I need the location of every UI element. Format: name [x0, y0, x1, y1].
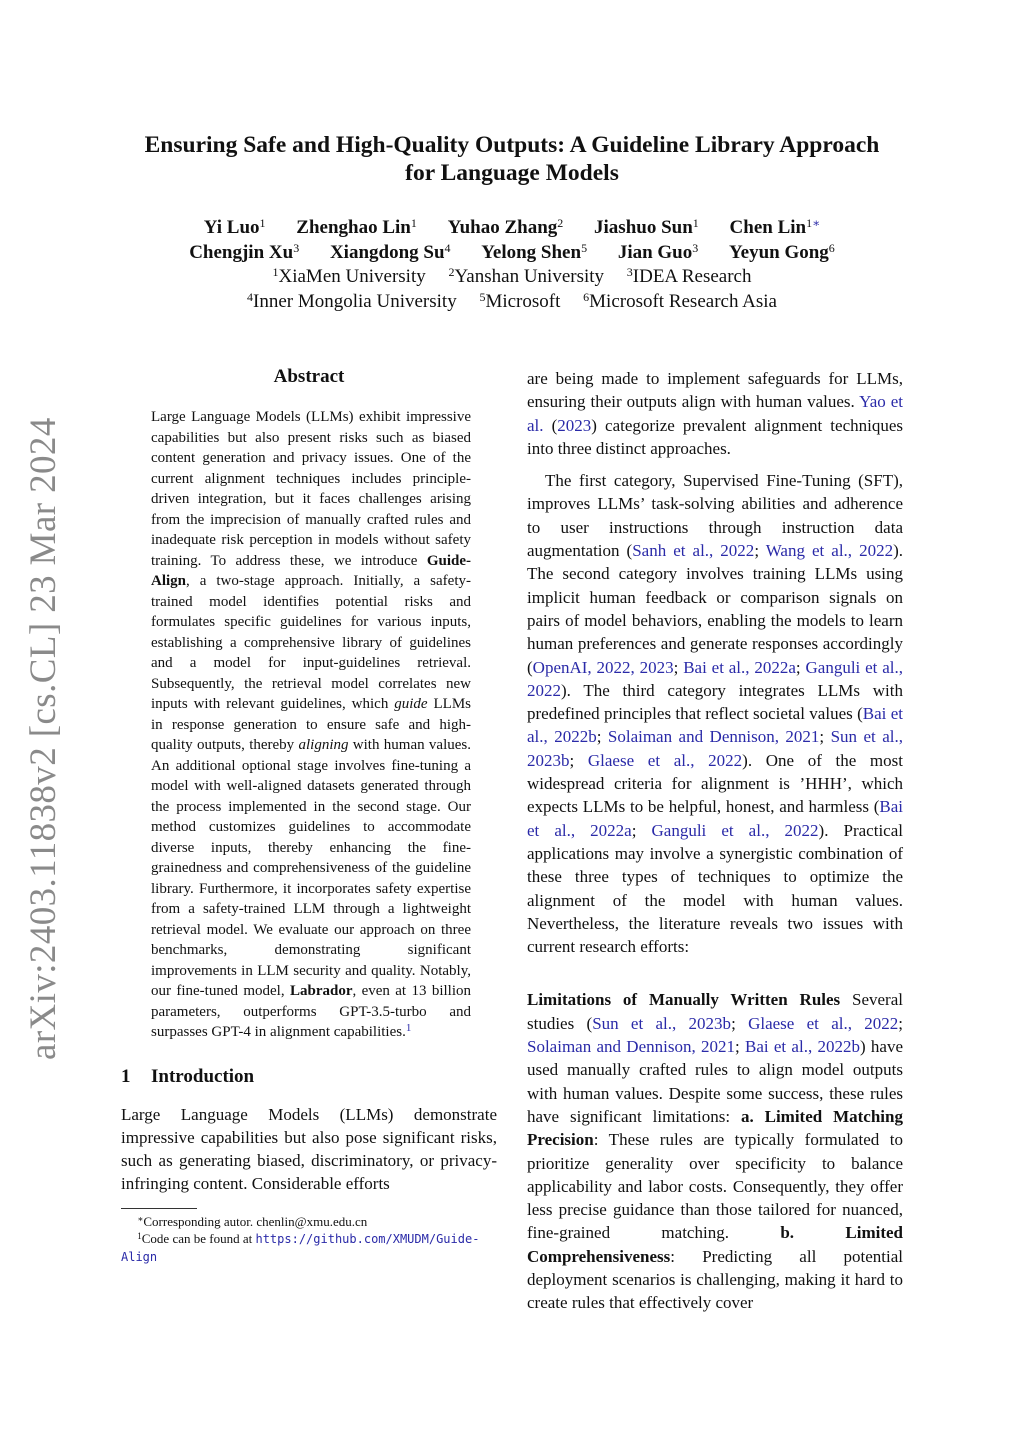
author: Yelong Shen$^5$ [481, 240, 588, 263]
citation-link[interactable]: Solaiman and Dennison, 2021 [527, 1037, 735, 1057]
title-line-2: for Language Models [405, 160, 619, 186]
right-column [527, 367, 903, 1315]
author: Zhenghao Lin$^1$ [296, 216, 417, 238]
citation-link[interactable]: Bai et al., 2022b [745, 1037, 860, 1057]
citation-link[interactable]: OpenAI, 2022, 2023 [532, 657, 674, 677]
citation-link[interactable]: Bai et al., 2022a [683, 657, 796, 677]
author-row-2 [90, 241, 934, 266]
footnote-code: $^1$Code can be found at https://github.com/XMUDM/Guide-Align [121, 1230, 480, 1264]
intro-paragraph-continued: are being made to implement safeguards for LLMs, ensuring their outputs align with human values. Yao et al. (2023) categorize prevalent alignment techniques into three distinct approaches. [527, 369, 904, 458]
code-url-link[interactable]: https://github.com/XMUDM/Guide-Align [121, 1231, 480, 1264]
corresponding-author-link[interactable]: ∗ [812, 216, 821, 230]
limitations-paragraph: Limitations of Manually Written Rules Several studies (Sun et al., 2023b; Glaese et al., 2022; Solaiman and Dennison, 2021; Bai et al., 2022b) have used manually crafted rules to align model outputs with human values. Despite some success, these rules have significant limitations: a. Limited Matching Precision: These rules are typically formulated to prioritize generality over specificity to balance applicability and labor costs. Consequently, they offer less precise guidance than those tailored for nuanced, fine-grained matching. b. Limited Comprehensiveness: Predicting all potential deployment scenarios is challenging, making it hard to create rules that effectively cover [527, 990, 904, 1313]
section-heading-introduction: 1 Introduction [121, 1065, 255, 1087]
affiliation: $^4$Inner Mongolia University [247, 289, 457, 312]
author: Jiashuo Sun$^1$ [594, 216, 699, 238]
citation-link[interactable]: Ganguli et al., 2022 [527, 657, 903, 700]
affiliation: $^3$IDEA Research [626, 265, 752, 287]
author-block [90, 216, 934, 314]
citation-link[interactable]: Solaiman and Dennison, 2021 [607, 727, 820, 747]
affiliation: $^6$Microsoft Research Asia [583, 289, 777, 312]
citation-link[interactable]: Glaese et al., 2022 [587, 750, 743, 770]
citation-link[interactable]: Sanh et al., 2022 [632, 541, 755, 561]
author-row-1 [90, 216, 934, 241]
intro-paragraph: Large Language Models (LLMs) demonstrate impressive capabilities but also pose significant risks, such as generating biased, discriminatory, or privacy-infringing content. Considerable efforts [121, 1104, 497, 1194]
citation-link[interactable]: Ganguli et al., 2022 [651, 820, 819, 840]
citation-link[interactable]: Sun et al., 2023b [592, 1013, 732, 1033]
title-line-1: Ensuring Safe and High-Quality Outputs: A Guideline Library Approach [144, 132, 880, 158]
abstract-heading: Abstract [273, 366, 345, 387]
author: Yi Luo$^1$ [203, 216, 266, 238]
footnote-link[interactable]: 1 [405, 1022, 412, 1034]
affiliation: $^1$XiaMen University [272, 265, 426, 287]
citation-link[interactable]: Bai et al., 2022a [527, 797, 903, 840]
author: Xiangdong Su$^4$ [329, 240, 451, 263]
paragraph-heading: Limitations of Manually Written Rules [527, 990, 841, 1010]
citation-link[interactable]: Glaese et al., 2022 [748, 1013, 899, 1033]
affiliation-row-1 [90, 265, 934, 290]
author: Chen Lin$^{1∗}$ [729, 216, 821, 238]
affiliation-row-2 [90, 290, 934, 315]
citation-link[interactable]: Sun et al., 2023b [527, 727, 903, 770]
citation-link[interactable]: 2023 [557, 415, 592, 435]
arxiv-stamp: arXiv:2403.11838v2 [cs.CL] 23 Mar 2024 [23, 417, 64, 1060]
author: Jian Guo$^3$ [617, 240, 699, 263]
paper-title [90, 131, 934, 187]
abstract-text: Large Language Models (LLMs) exhibit impressive capabilities but also present risks such as biased content generation and privacy issues. One of the current alignment techniques includes principle-driven integration, but it faces challenges arising from the imprecision of manually crafted rules and inadequate risk perception in models without safety training. To address these, we introduce Guide-Align, a two-stage approach. Initially, a safety-trained model identifies potential risks and formulates specific guidelines for various inputs, establishing a comprehensive library of guidelines and a model for input-guidelines retrieval. Subsequently, the retrieval model correlates new inputs with relevant guidelines, which guide LLMs in response generation to ensure safe and high-quality outputs, thereby aligning with human values. An additional optional stage involves fine-tuning a model with well-aligned datasets generated through the process implemented in the second stage. Our method customizes guidelines to accommodate diverse inputs, thereby enhancing the fine-grainedness and comprehensiveness of the guideline library. Furthermore, it incorporates safety expertise from a safety-trained LLM through a lightweight retrieval model. We evaluate our approach on three benchmarks, demonstrating significant improvements in LLM security and quality. Notably, our fine-tuned model, Labrador, even at 13 billion parameters, outperforms GPT-3.5-turbo and surpasses GPT-4 in alignment capabilities.$^1$ [151, 409, 472, 1040]
affiliation: $^2$Yanshan University [448, 265, 605, 287]
citation-link[interactable]: Bai et al., 2022b [527, 704, 903, 747]
footnote-corresponding: ∗Corresponding autor. chenlin@xmu.edu.cn [137, 1213, 368, 1229]
author: Yuhao Zhang$^2$ [447, 216, 564, 238]
author: Chengjin Xu$^3$ [189, 240, 300, 263]
citation-link[interactable]: Wang et al., 2022 [765, 541, 894, 561]
left-column [121, 365, 497, 1266]
author: Yeyun Gong$^6$ [729, 240, 835, 263]
affiliation: $^5$Microsoft [479, 289, 561, 312]
categories-paragraph: The first category, Supervised Fine-Tuning (SFT), improves LLMs’ task-solving abilities and adherence to user instructions through instruction data augmentation (Sanh et al., 2022; Wang et al., 2022). The second category involves training LLMs using implicit human feedback or comparison signals on pairs of model behaviors, enabling the models to learn human preferences and generate responses accordingly (OpenAI, 2022, 2023; Bai et al., 2022a; Ganguli et al., 2022). The third category integrates LLMs with predefined principles that reflect societal values (Bai et al., 2022b; Solaiman and Dennison, 2021; Sun et al., 2023b; Glaese et al., 2022). One of the most widespread criteria for alignment is ’HHH’, which expects LLMs to be helpful, honest, and harmless (Bai et al., 2022a; Ganguli et al., 2022). Practical applications may involve a synergistic combination of these three types of techniques to optimize the alignment of the model with human values. Nevertheless, the literature reveals two issues with current research efforts: [527, 471, 903, 957]
citation-link[interactable]: Yao et al. [527, 392, 904, 435]
footnote-divider [121, 1208, 197, 1209]
